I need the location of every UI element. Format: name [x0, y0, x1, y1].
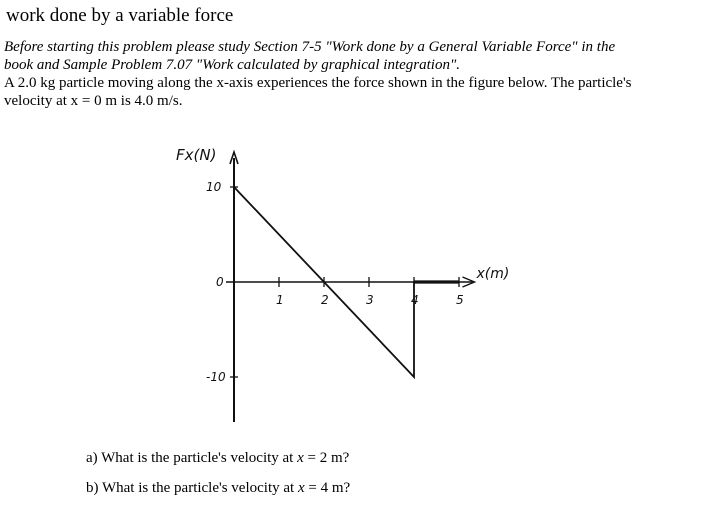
question-b-suffix: = 4 m?: [304, 480, 351, 496]
intro-line-2: book and Sample Problem 7.07 "Work calculated by graphical integration".: [4, 57, 461, 73]
y-tick-label-10: 10: [206, 180, 222, 194]
chart-axes: [226, 152, 475, 422]
x-tick-label-5: 5: [456, 293, 464, 307]
intro-line-1: Before starting this problem please study Section 7-5 "Work done by a General Variable Force" in the: [4, 39, 616, 55]
problem-intro: [4, 38, 704, 110]
intro-line-3: A 2.0 kg particle moving along the x-axis experiences the force shown in the figure below. The particle's: [4, 75, 632, 91]
x-tick-label-4: 4: [411, 293, 419, 307]
x-tick-label-1: 1: [276, 293, 284, 307]
chart-labels: [176, 146, 509, 282]
y-axis-label: Fx(N): [176, 146, 217, 164]
question-b: [86, 480, 350, 497]
x-axis-label: x(m): [476, 266, 510, 282]
intro-line-4: velocity at x = 0 m is 4.0 m/s.: [4, 93, 183, 109]
force-chart: [150, 130, 550, 430]
question-a: [86, 450, 349, 467]
question-a-var: x: [297, 450, 304, 466]
question-a-suffix: = 2 m?: [303, 450, 350, 466]
question-b-var: x: [297, 480, 305, 496]
x-tick-label-3: 3: [366, 293, 374, 307]
question-a-prefix: a) What is the particle's velocity at: [86, 450, 298, 466]
y-tick-label-0: 0: [216, 275, 224, 289]
problem-title: work done by a variable force: [6, 5, 234, 26]
y-tick-label--10: -10: [206, 370, 226, 384]
question-b-prefix: b) What is the particle's velocity at: [86, 480, 298, 496]
x-tick-label-2: 2: [321, 293, 329, 307]
